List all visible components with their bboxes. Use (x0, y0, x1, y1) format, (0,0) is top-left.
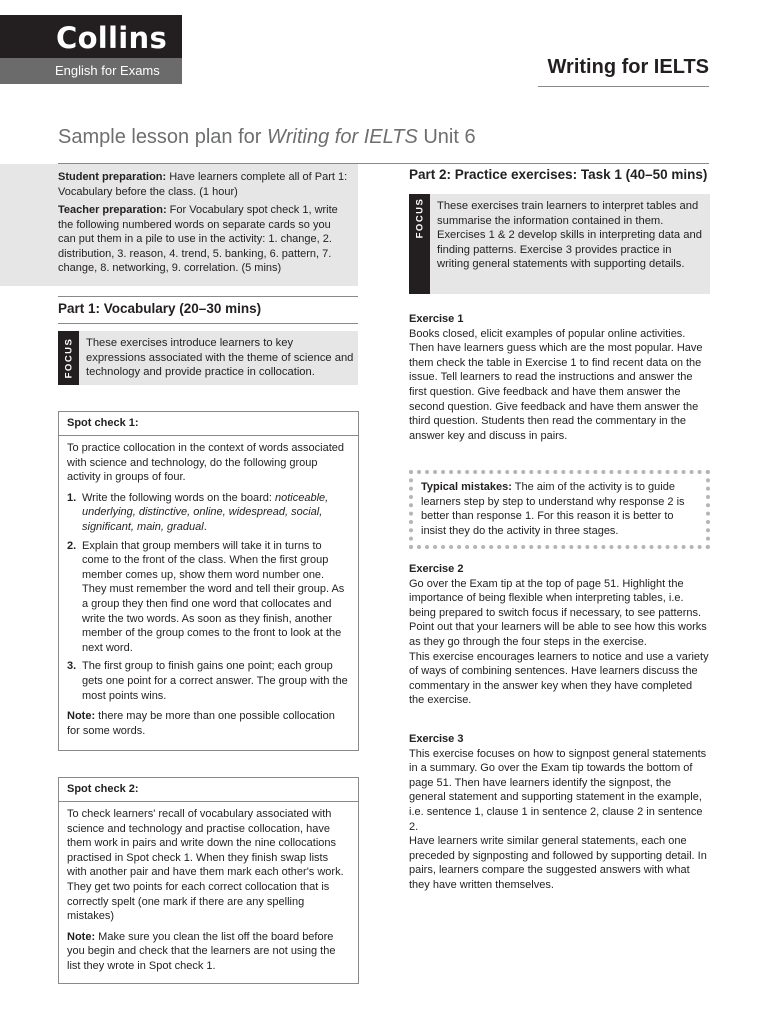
spot-check-2-text: To check learners' recall of vocabulary associated with science and technology and practise collocation, have them work in pairs and write down the nine collocations practised in Spot check 1. When they finish swap lists with another pair and have them mark each other's work. They get two points for each correct collocation that is correctly spelt (one mark if there are any spelling mistakes) (67, 808, 344, 923)
teacher-prep-text: For Vocabulary spot check 1, write the following numbered words on separate cards so you can put them in a pile to use in the activity: 1. change, 2. distribution, 3. reason, 4. trend, 5. banking, 6. pattern, 7. change, 8. networking, 9. correlation. (5 mins) (58, 204, 338, 274)
spot-check-2-note (67, 930, 350, 974)
part1-focus-box (58, 331, 358, 385)
step-number: 3. (67, 660, 77, 673)
step-text-end: . (203, 520, 207, 533)
list-item (67, 539, 350, 656)
typical-mistakes-text: The aim of the activity is to guide learners step by step to understand why response 2 is better than response 1. For this reason it is better to insist they do the activity in three stages. (421, 481, 685, 537)
header-title: Writing for IELTS (547, 56, 709, 78)
note-text: Make sure you clean the list off the board before you begin and check that the learners are not using the list they wrote in Spot check 1. (67, 930, 336, 972)
exercise-1-text: Books closed, elicit examples of popular online activities. Then have learners guess which are the most popular. Have them check the table in Exercise 1 to find recent data on the issue. Tell learners to read the instructions and answer the first question. Give feedback and have them answer the second question. Give feedback and have them answer the third question. Students then read the commentary in the answer key and discuss in pairs. (409, 327, 703, 442)
spot-check-1-intro: To practice collocation in the context of words associated with science and technology, do the following group activity in groups of four. (67, 442, 344, 484)
collins-logo (0, 15, 182, 84)
spot-check-2-box (58, 777, 359, 984)
preparation-box (0, 164, 358, 286)
exercise-2-section (409, 562, 710, 708)
brand-subtitle: English for Exams (0, 58, 182, 84)
teacher-preparation (58, 203, 348, 276)
page-title-prefix: Sample lesson plan for (58, 126, 268, 148)
spot-check-2-body (59, 802, 358, 974)
list-item (67, 659, 350, 703)
step-text: Explain that group members will take it in turns to come to the front of the class. When the first group member comes up, show them word number one. They must remember the word and tell their group. As a group they then find one word that collocates and write the two words. As soon as they finish, another member of the group comes to the front to look at the next word. (82, 539, 345, 654)
spot-check-2-heading: Spot check 2: (59, 778, 358, 802)
part1-focus-text: These exercises introduce learners to key expressions associated with the theme of science and technology and provide practice in collocation. (86, 337, 354, 378)
spot-check-1-steps (67, 491, 350, 703)
exercise-1-heading: Exercise 1 (409, 313, 464, 325)
typical-mistakes-box (409, 470, 710, 549)
spot-check-1-heading: Spot check 1: (59, 412, 358, 436)
header-divider (538, 86, 709, 87)
note-label: Note: (67, 930, 96, 943)
page-title-italic: Writing for IELTS (267, 126, 418, 148)
exercise-3-heading: Exercise 3 (409, 733, 464, 745)
note-text: there may be more than one possible collocation for some words. (67, 710, 335, 737)
part1-top-divider (58, 296, 358, 297)
exercise-2-text-1: Go over the Exam tip at the top of page 51. Highlight the importance of being flexible when interpreting tables, i.e. being prepared to switch focus if necessary, to see patterns. Point out that your learners will be able to see how this works as they go through the four steps in the exercise. (409, 577, 707, 648)
part2-focus-box (409, 194, 710, 294)
focus-label-tab (409, 194, 430, 294)
student-prep-label: Student preparation: (58, 171, 167, 183)
part1-heading: Part 1: Vocabulary (20–30 mins) (58, 301, 262, 316)
step-text: The first group to finish gains one point; each group gets one point for a correct answer. The group with the most points wins. (82, 660, 348, 702)
exercise-2-heading: Exercise 2 (409, 563, 464, 575)
exercise-2-text-2: This exercise encourages learners to notice and use a variety of ways of combining sentences. Have learners discuss the commentary in the answer key when they have completed the exercise. (409, 650, 709, 707)
list-item (67, 491, 350, 535)
part1-bottom-divider (58, 323, 358, 324)
exercise-3-text-2: Have learners write similar general statements, each one preceded by signposting and followed by supporting detail. In pairs, learners compare the suggested answers with what they have written themselves. (409, 835, 707, 891)
exercise-3-section (409, 732, 710, 893)
typical-mistakes-label: Typical mistakes: (421, 481, 512, 493)
step-text-italic: noticeable, underlying, distinctive, online, widespread, social, significant, main, gradual (82, 491, 329, 533)
focus-label: FOCUS (414, 197, 425, 239)
spot-check-1-box (58, 411, 359, 751)
part2-focus-text: These exercises train learners to interpret tables and summarise the information contained in them. Exercises 1 & 2 develop skills in interpreting data and finding patterns. Exercise 3 provides practice in writing general statements with supporting details. (437, 200, 702, 270)
student-preparation (58, 170, 348, 199)
step-number: 1. (67, 491, 77, 504)
exercise-3-text-1: This exercise focuses on how to signpost general statements in a summary. Go over the Exam tip towards the bottom of page 51. Then have learners identify the signpost, the general statement and supporting statement in the example, i.e. sentence 1, clause 1 in sentence 2, clause 2 in sentence 2. (409, 747, 707, 833)
page-title (58, 126, 476, 149)
page-title-suffix: Unit 6 (417, 126, 476, 148)
exercise-1-section (409, 312, 710, 443)
brand-name: Collins (0, 15, 182, 58)
spot-check-1-note (67, 709, 350, 738)
spot-check-1-body (59, 436, 358, 738)
student-prep-text: Have learners complete all of Part 1: Vocabulary before the class. (1 hour) (58, 171, 348, 198)
step-text (82, 491, 350, 535)
focus-label-tab (58, 331, 79, 385)
note-label: Note: (67, 710, 96, 723)
focus-label: FOCUS (63, 337, 74, 379)
step-number: 2. (67, 539, 77, 552)
teacher-prep-label: Teacher preparation: (58, 204, 167, 216)
step-text-plain: Write the following words on the board: (82, 491, 276, 504)
part2-heading: Part 2: Practice exercises: Task 1 (40–50 mins) (409, 167, 708, 182)
